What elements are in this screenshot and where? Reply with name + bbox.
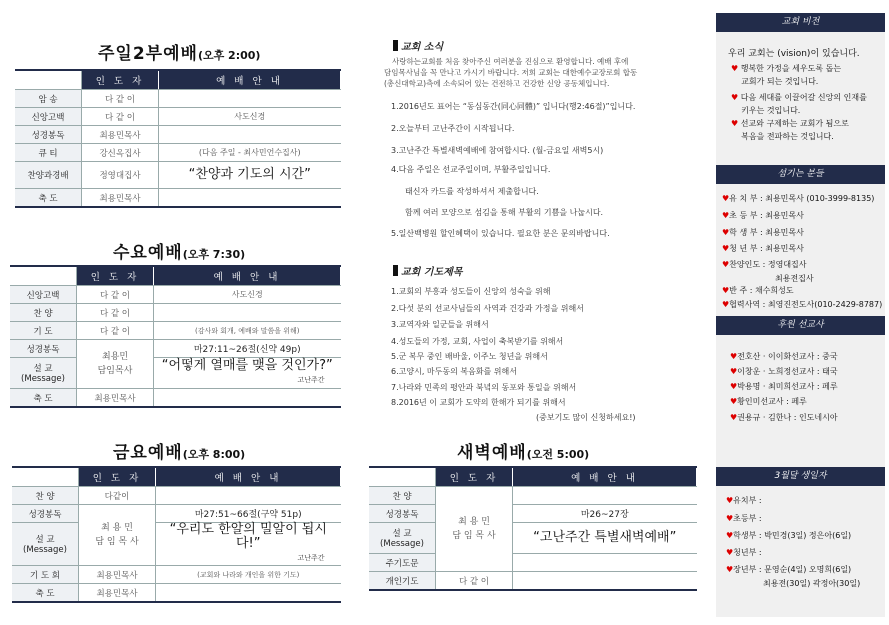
friday-title: 금요예배(오후 8:00) (113, 443, 246, 463)
missionary-title: 후원 선교사 (716, 316, 885, 335)
missionary-item: ♥황인미선교사 : 페루 (730, 397, 807, 406)
heart-icon: ♥ (731, 64, 739, 73)
table-row: 축 도 최용민목사 (10, 389, 341, 408)
prayer-item: 8.2016년 이 교회가 도약의 한해가 되기를 위해서 (391, 398, 566, 407)
birthday-item: 최용전(30일) 곽정아(30일) (763, 579, 861, 588)
birthday-title: 3월달 생일자 (716, 467, 885, 486)
staff-item: 최용전집사 (775, 274, 814, 283)
birthday-item: ♥초등부 : (726, 514, 762, 523)
table-row: 주기도문 (369, 554, 697, 572)
birthday-item: ♥유치부 : (726, 496, 762, 505)
staff-item: ♥협력사역 : 최영진전도사(010-2429-8787) (722, 300, 883, 309)
dawn-table: 인 도 자 예 배 안 내 찬 양 최 용 민 담 임 목 사 성경봉독 마26~27장 설 교 (Message) “고난주간 특별새벽예배” 주기도문 개인기도 다 같 이 (369, 466, 697, 591)
staff-item: ♥유 치 부 : 최용민목사 (010-3999-8135) (722, 194, 875, 203)
staff-title: 섬기는 분들 (716, 165, 885, 184)
table-row: 개인기도 다 같 이 (369, 572, 697, 591)
missionary-item: ♥권용규 · 김한나 : 인도네시아 (730, 413, 838, 422)
table-row: 성경봉독 마26~27장 (369, 505, 697, 523)
staff-item: ♥학 생 부 : 최용민목사 (722, 228, 804, 237)
wednesday-title: 수요예배(오후 7:30) (113, 243, 246, 263)
news-item: 1.2016년도 표어는 “동심동간(同心同體)” 입니다(행2:46절)”입니다. (391, 102, 636, 111)
table-row: 성경봉독 최용민목사 (15, 126, 341, 144)
table-row: 암 송 다 같 이 (15, 90, 341, 108)
table-row: 신앙고백 다 같 이 사도신경 (15, 108, 341, 126)
table-row: 찬양과경배 정영대집사 “찬양과 기도의 시간” (15, 162, 341, 189)
table-row: 찬 양 다 같 이 (10, 304, 341, 322)
heart-icon: ♥ (731, 119, 739, 128)
vision-item: ♥ 다음 세대를 이끌어갈 신앙의 인재를 키우는 것입니다. (731, 93, 867, 115)
table-row: 성경봉독 최 용 민 담 임 목 사 마27:51~66절(구약 51p) (12, 505, 341, 523)
prayer-item: 2.다섯 분의 선교사님들의 사역과 건강과 가정을 위해서 (391, 304, 584, 313)
birthday-item: ♥장년부 : 문영순(4일) 오명희(6일) (726, 565, 852, 574)
vision-title: 교회 비전 (716, 13, 885, 32)
news-intro: 사랑하는교회를 처음 찾아주신 여러분을 진심으로 환영합니다. 예배 후에 담임목사님을 꼭 만나고 가시기 바랍니다. 저희 교회는 대한예수교장로회 합동 (총신대학교)측에 소속되어 있는 건전하고 건강한 신앙 공동체입니다. (384, 57, 638, 88)
table-row: 기 도 다 같 이 (감사와 회개, 예배와 말씀을 위해) (10, 322, 341, 340)
birthday-item: ♥청년부 : (726, 548, 762, 557)
prayer-item: 7.나라와 민족의 평안과 북녘의 동포와 통일을 위해서 (391, 383, 577, 392)
prayer-item: 6.고양시, 마두동의 복음화를 위해서 (391, 367, 517, 376)
prayer-item: 1.교회의 부흥과 성도들이 신앙의 성숙을 위해 (391, 287, 551, 296)
news-item: 함께 여러 모양으로 섬김을 통해 부활의 기쁨을 나눕시다. (405, 208, 604, 217)
prayer-closing: (중보기도 많이 신청하세요!) (536, 413, 636, 422)
table-row: 찬 양 최 용 민 담 임 목 사 (369, 487, 697, 505)
prayer-item: 4.성도들의 가정, 교회, 사업이 축복받기를 위해서 (391, 337, 564, 346)
table-row: 설 교 (Message) “고난주간 특별새벽예배” (369, 523, 697, 554)
vision-intro: 우리 교회는 (vision)이 있습니다. (728, 49, 860, 59)
staff-item: ♥청 년 부 : 최용민목사 (722, 244, 804, 253)
table-row: 신앙고백 다 같 이 사도신경 (10, 286, 341, 304)
prayer-heading: 교회 기도제목 (393, 263, 462, 278)
table-row: 설 교 (Message) “우리도 한알의 밀알이 됩시다!” 고난주간 (12, 523, 341, 566)
missionary-item: ♥전호산 · 이이화선교사 : 중국 (730, 352, 838, 361)
table-row: 축 도 최용민목사 (15, 189, 341, 208)
friday-table: 인 도 자 예 배 안 내 찬 양 다같이 성경봉독 최 용 민 담 임 목 사 마27:51~66절(구약 51p) 설 교 (Message) “우리도 한알의 밀알이 됩시다!” 고난주간 기 도 회 최용민목사 (교회와 나라와 개인을 위한 기도) 축 도 최용민목사 (12, 466, 341, 603)
staff-item: ♥초 등 부 : 최용민목사 (722, 211, 804, 220)
news-heading: 교회 소식 (393, 38, 443, 53)
table-row: 기 도 회 최용민목사 (교회와 나라와 개인을 위한 기도) (12, 566, 341, 584)
table-row: 설 교 (Message) “어떻게 열매를 맺을 것인가?” 고난주간 (10, 358, 341, 389)
prayer-item: 3.교역자와 일군들을 위해서 (391, 320, 489, 329)
news-item: 5.일산백병원 할인혜택이 있습니다. 필요한 분은 문의바랍니다. (391, 229, 610, 238)
news-item: 4.다음 주일은 선교주일이며, 부활주일입니다. (391, 165, 551, 174)
staff-item: ♥찬양인도 : 정영대집사 (722, 260, 807, 269)
table-row: 성경봉독 최용민 담임목사 마27:11~26절(신약 49p) (10, 340, 341, 358)
news-item: 2.오늘부터 고난주간이 시작됩니다. (391, 124, 515, 133)
missionary-item: ♥박용명 · 최미희선교사 : 페루 (730, 382, 838, 391)
vision-item: ♥ 행복한 가정을 세우도록 돕는 교회가 되는 것입니다. (731, 64, 842, 86)
heart-icon: ♥ (731, 93, 739, 102)
sunday-title: 주일2부예배(오후 2:00) (98, 44, 261, 64)
table-row: 축 도 최용민목사 (12, 584, 341, 603)
prayer-item: 5.군 복무 중인 배바울, 이주노 청년을 위해서 (391, 352, 548, 361)
staff-item: ♥반 주 : 채수희성도 (722, 286, 794, 295)
news-item: 3.고난주간 특별새벽예배에 참여합시다. (월-금요일 새벽5시) (391, 146, 604, 155)
vision-item: ♥ 선교와 구제하는 교회가 됨으로 복음을 전파하는 것입니다. (731, 119, 849, 141)
dawn-title: 새벽예배(오전 5:00) (457, 443, 590, 463)
table-row: 찬 양 다같이 (12, 487, 341, 505)
table-row: 큐 티 강신옥집사 (다음 주일 - 최사민언수집사) (15, 144, 341, 162)
birthday-item: ♥학생부 : 박민경(3일) 정은아(6일) (726, 531, 852, 540)
news-item: 태신자 카드를 작성하셔서 제출합니다. (405, 187, 539, 196)
missionary-item: ♥이창운 · 노희정선교사 : 태국 (730, 367, 838, 376)
sunday-table: 인 도 자 예 배 안 내 암 송 다 같 이 신앙고백 다 같 이 사도신경 성경봉독 최용민목사 큐 티 강신옥집사 (다음 주일 - 최사민언수집사) 찬양과경배 정영대집사 “찬양과 기도의 시간” 축 도 최용민목사 (15, 69, 341, 208)
wednesday-table: 인 도 자 예 배 안 내 신앙고백 다 같 이 사도신경 찬 양 다 같 이 기 도 다 같 이 (감사와 회개, 예배와 말씀을 위해) 성경봉독 최용민 담임목사 마27:11~26절(신약 49p) 설 교 (Message) “어떻게 열매를 맺을 것인가?” 고난주간 축 도 최용민목사 (10, 265, 341, 408)
